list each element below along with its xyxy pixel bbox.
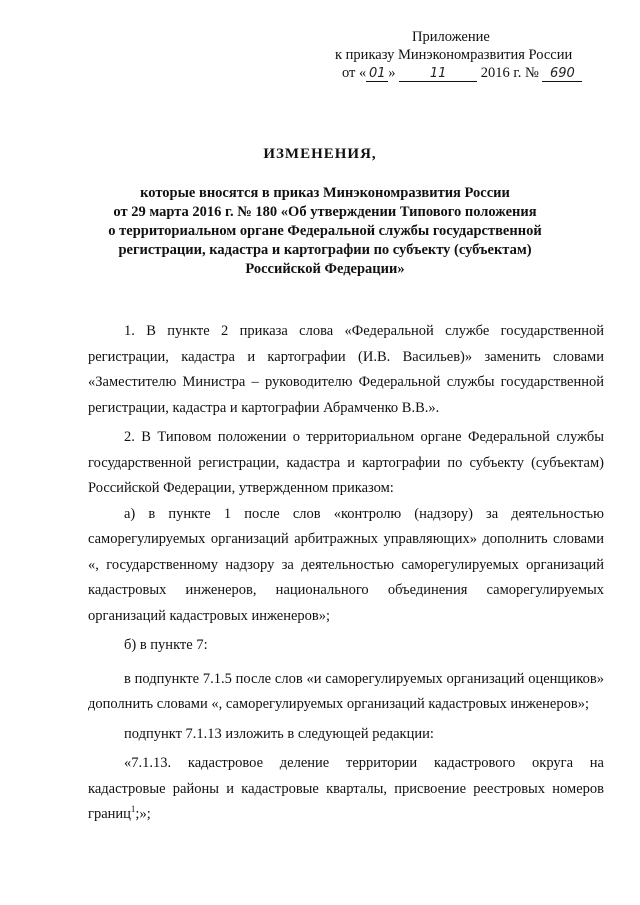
date-mid: » [388,65,396,81]
appendix-label: Приложение [412,29,490,45]
footnote-mark: 1 [130,804,136,815]
document-title: ИЗМЕНЕНИЯ, [263,146,377,162]
appendix-header [330,28,630,82]
date-day: 01 [366,67,388,82]
paragraph-6: подпункт 7.1.13 изложить в следующей редакции: [124,725,434,742]
date-month: 11 [399,67,477,82]
appendix-order-ref: к приказу Минэкономразвития России [335,47,573,63]
subtitle-line: о территориальном органе Федеральной службы государственной [108,223,542,239]
paragraph-7 [88,751,604,828]
document-subtitle [80,184,570,279]
subtitle-line: от 29 марта 2016 г. № 180 «Об утверждении Типового положения [113,204,537,220]
paragraph-5: в подпункте 7.1.5 после слов «и саморегулируемых организаций оценщиков» дополнить словами «, саморегулируемых организаций кадастровых инженеров»; [88,670,604,712]
paragraph-1: 1. В пункте 2 приказа слова «Федеральной службе государственной регистрации, кадастра и картографии (И.В. Васильев)» заменить словами «Заместителю Министра – руководителю Федеральной службы государственной регистрации, кадастра и картографии Абрамченко В.В.». [88,323,604,416]
date-year: 2016 г. № [480,65,539,81]
order-number: 690 [542,67,582,82]
paragraph-7-end: ;»; [135,806,151,822]
subtitle-line: которые вносятся в приказ Минэкономразвития России [140,185,510,201]
paragraph-3: а) в пункте 1 после слов «контролю (надзору) за деятельностью саморегулируемых организаций арбитражных управляющих» дополнить словами «, государственному надзору за деятельностью саморегулируемых организаций кадастровых инженеров, национального объединения саморегулируемых организаций кадастровых инженеров»; [88,505,604,624]
date-prefix: от « [342,65,367,81]
paragraph-4: б) в пункте 7: [124,637,208,653]
paragraph-2: 2. В Типовом положении о территориальном органе Федеральной службы государственной регистрации, кадастра и картографии по субъекту (субъектам) Российской Федерации, утвержденном приказом: [88,429,604,496]
appendix-date-line [330,64,630,82]
paragraph-7-text: «7.1.13. кадастровое деление территории кадастрового округа на кадастровые районы и кадастровые кварталы, присвоение реестровых номеров границ [88,755,604,822]
subtitle-line: регистрации, кадастра и картографии по субъекту (субъектам) [118,242,532,258]
subtitle-line: Российской Федерации» [245,261,405,277]
document-body [88,319,604,828]
